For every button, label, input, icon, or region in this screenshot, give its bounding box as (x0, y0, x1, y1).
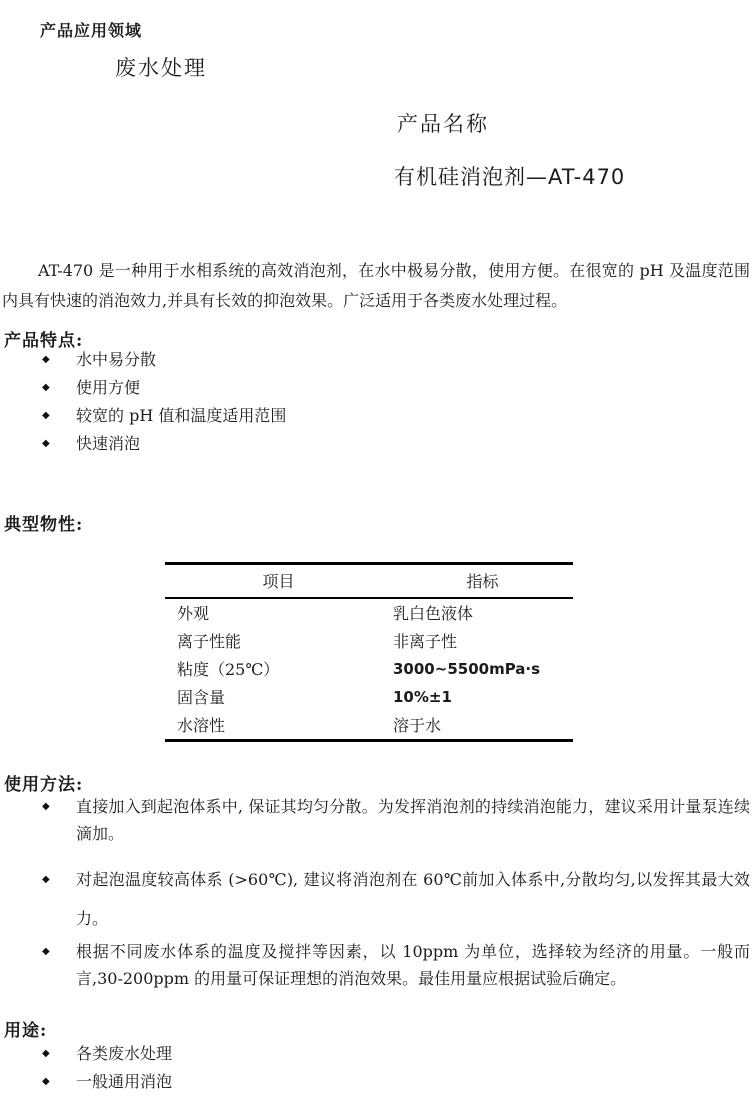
applications-heading: 用途: (4, 1021, 48, 1041)
applications-list (0, 1040, 750, 1096)
list-item (0, 402, 750, 430)
property-value: 溶于水 (393, 716, 442, 735)
usage-heading: 使用方法: (4, 775, 84, 795)
column-header-item: 项目 (165, 564, 392, 599)
table-row (165, 711, 573, 741)
list-item (0, 1068, 750, 1096)
list-item (0, 793, 750, 847)
usage-text: 对起泡温度较高体系 (>60℃), 建议将消泡剂在 60℃前加入体系中,分散均匀,以发挥其最大效力。 (76, 870, 750, 928)
list-item (0, 430, 750, 458)
application-area-label: 产品应用领域 (40, 21, 143, 40)
property-value: 非离子性 (393, 632, 458, 651)
usage-text: 直接加入到起泡体系中, 保证其均匀分散。为发挥消泡剂的持续消泡能力，建议采用计量泵连续滴加。 (76, 797, 750, 843)
property-value: 10%±1 (393, 688, 452, 706)
list-item (0, 346, 750, 374)
diamond-bullet-icon: ◆ (42, 1076, 50, 1087)
application-text: 各类废水处理 (76, 1044, 173, 1063)
table-header-row (165, 564, 573, 599)
list-item (0, 938, 750, 992)
product-name-label: 产品名称 (397, 112, 489, 136)
property-value: 3000~5500mPa·s (393, 660, 541, 678)
property-name: 粘度（25℃） (177, 660, 280, 679)
property-name: 外观 (177, 604, 210, 623)
feature-text: 快速消泡 (76, 434, 141, 453)
diamond-bullet-icon: ◆ (42, 1048, 50, 1059)
table-row (165, 627, 573, 655)
application-text: 一般通用消泡 (76, 1072, 173, 1091)
table-row (165, 683, 573, 711)
list-item (0, 860, 750, 938)
property-value: 乳白色液体 (393, 604, 474, 623)
intro-paragraph: AT-470 是一种用于水相系统的高效消泡剂，在水中极易分散，使用方便。在很宽的 pH 及温度范围内具有快速的消泡效力,并具有长效的抑泡效果。广泛适用于各类废水处理过程。 (2, 261, 750, 310)
property-name: 离子性能 (177, 632, 242, 651)
application-area-value: 废水处理 (115, 56, 207, 80)
diamond-bullet-icon: ◆ (42, 410, 50, 421)
diamond-bullet-icon: ◆ (42, 946, 50, 957)
diamond-bullet-icon: ◆ (42, 801, 50, 812)
features-list (0, 346, 750, 458)
product-title: 有机硅消泡剂—AT-470 (394, 165, 626, 189)
usage-text: 根据不同废水体系的温度及搅拌等因素，以 10ppm 为单位，选择较为经济的用量。一般而言,30-200ppm 的用量可保证理想的消泡效果。最佳用量应根据试验后确定。 (76, 942, 750, 988)
diamond-bullet-icon: ◆ (42, 354, 50, 365)
property-name: 固含量 (177, 688, 226, 707)
usage-list (0, 793, 750, 992)
feature-text: 较宽的 pH 值和温度适用范围 (76, 406, 287, 425)
table-row (165, 655, 573, 683)
diamond-bullet-icon: ◆ (42, 382, 50, 393)
features-heading: 产品特点: (4, 331, 84, 351)
diamond-bullet-icon: ◆ (42, 438, 50, 449)
feature-text: 水中易分散 (76, 350, 157, 369)
properties-table (165, 562, 573, 742)
list-item (0, 1040, 750, 1068)
property-name: 水溶性 (177, 716, 226, 735)
diamond-bullet-icon: ◆ (42, 874, 50, 885)
feature-text: 使用方便 (76, 378, 141, 397)
properties-heading: 典型物性: (4, 515, 84, 535)
column-header-spec: 指标 (392, 564, 573, 599)
table-row (165, 598, 573, 627)
list-item (0, 374, 750, 402)
